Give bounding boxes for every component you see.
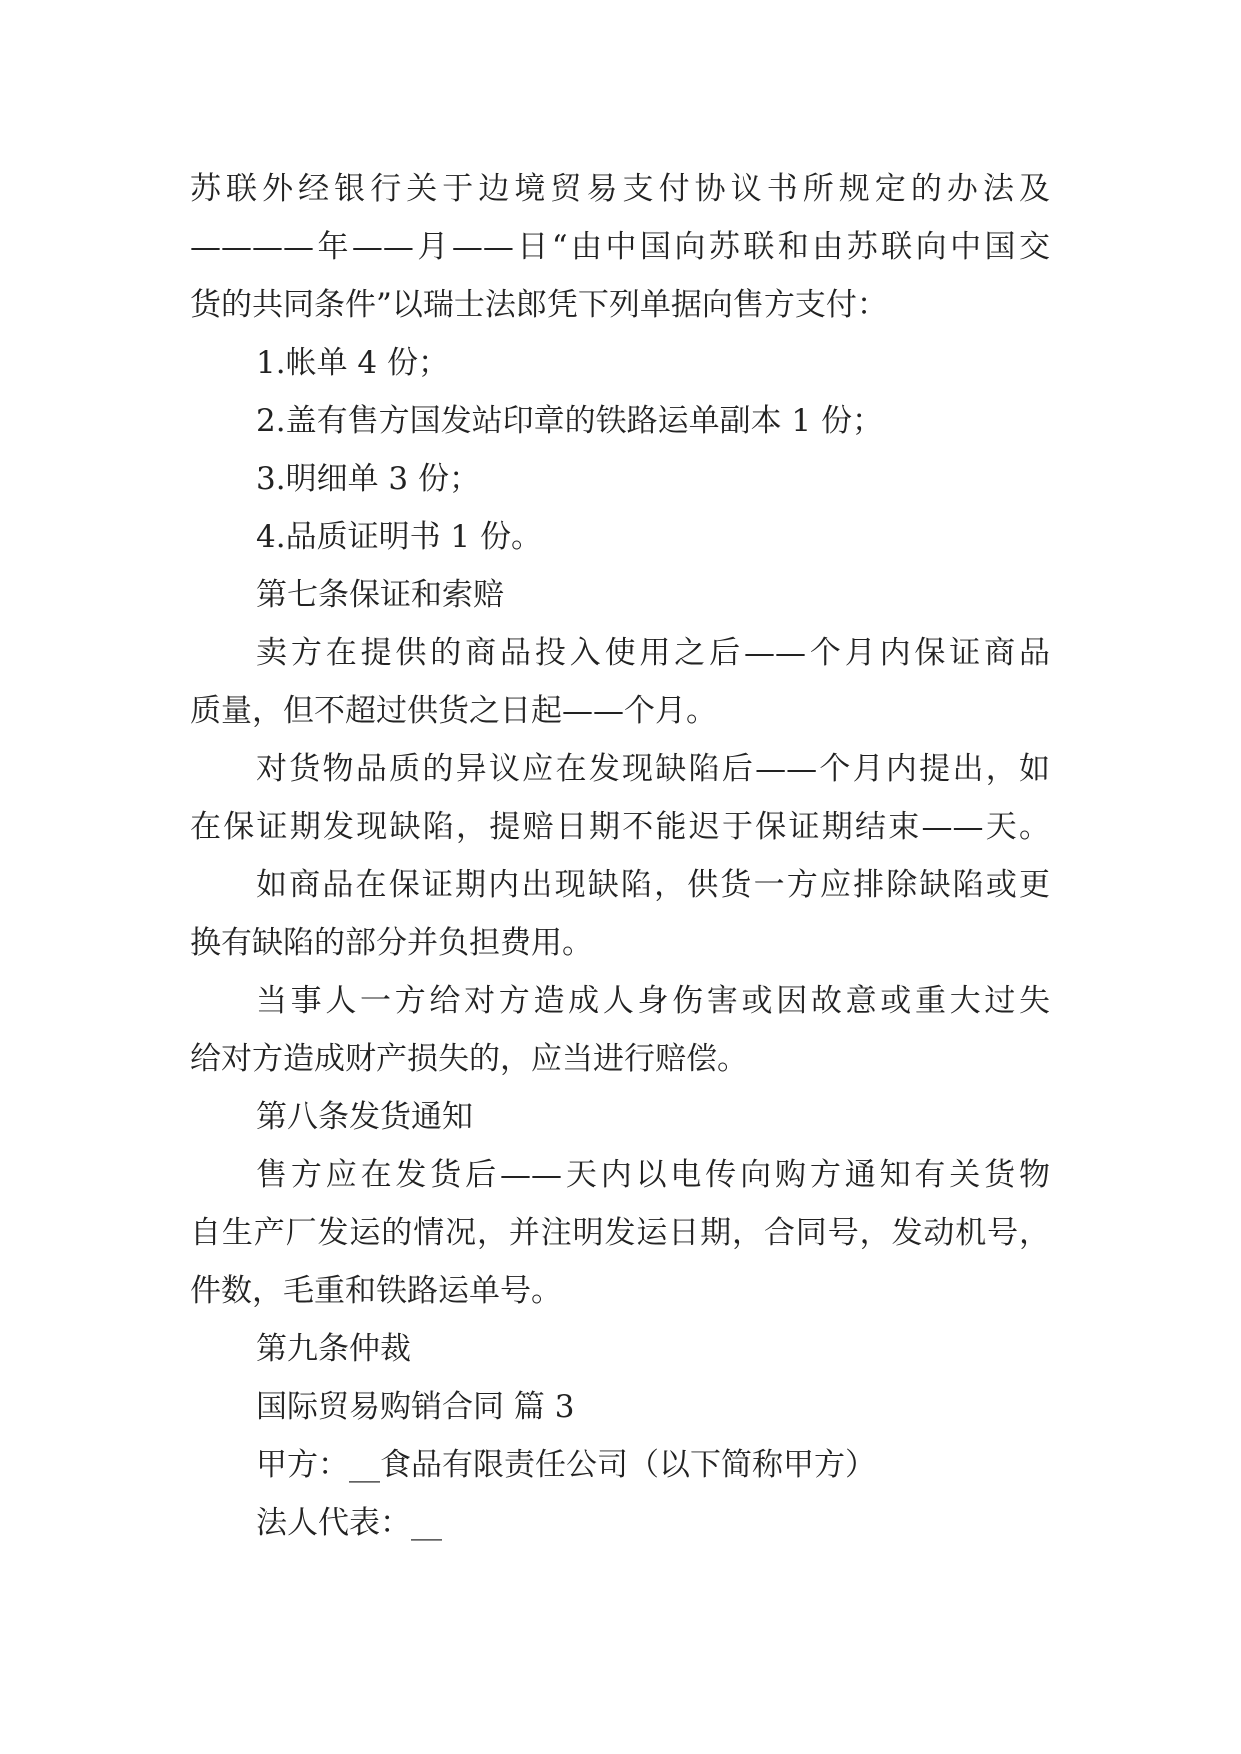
text-line: 法人代表：__ <box>256 1505 442 1541</box>
text-line: 在保证期发现缺陷，提赔日期不能迟于保证期结束——天。 <box>190 809 1050 845</box>
text-line: 货的共同条件”以瑞士法郎凭下列单据向售方支付： <box>190 287 888 323</box>
list-item: 1.帐单 4 份； <box>256 345 450 381</box>
text-line: 如商品在保证期内出现缺陷，供货一方应排除缺陷或更 <box>256 867 1050 903</box>
text-line: ————年——月——日“由中国向苏联和由苏联向中国交 <box>190 229 1050 265</box>
list-item: 3.明细单 3 份； <box>256 461 481 497</box>
section-heading: 第八条发货通知 <box>256 1099 473 1135</box>
text-line: 苏联外经银行关于边境贸易支付协议书所规定的办法及 <box>190 171 1050 207</box>
list-item: 4.品质证明书 1 份。 <box>256 519 543 555</box>
text-line: 甲方：__食品有限责任公司（以下简称甲方） <box>256 1447 876 1483</box>
text-line: 卖方在提供的商品投入使用之后——个月内保证商品 <box>256 635 1050 671</box>
text-line: 质量，但不超过供货之日起——个月。 <box>190 693 717 729</box>
text-line: 当事人一方给对方造成人身伤害或因故意或重大过失 <box>256 983 1050 1019</box>
section-heading: 第七条保证和索赔 <box>256 577 504 613</box>
text-line: 对货物品质的异议应在发现缺陷后——个月内提出，如 <box>256 751 1050 787</box>
text-line: 给对方造成财产损失的，应当进行赔偿。 <box>190 1041 748 1077</box>
text-line: 自生产厂发运的情况，并注明发运日期，合同号，发动机号， <box>190 1215 1050 1251</box>
section-heading: 第九条仲裁 <box>256 1331 411 1367</box>
text-line: 售方应在发货后——天内以电传向购方通知有关货物 <box>256 1157 1050 1193</box>
text-line: 换有缺陷的部分并负担费用。 <box>190 925 593 961</box>
document-body <box>190 160 1050 1552</box>
section-heading: 国际贸易购销合同 篇 3 <box>256 1389 575 1425</box>
text-line: 件数，毛重和铁路运单号。 <box>190 1273 562 1309</box>
list-item: 2.盖有售方国发站印章的铁路运单副本 1 份； <box>256 403 884 439</box>
